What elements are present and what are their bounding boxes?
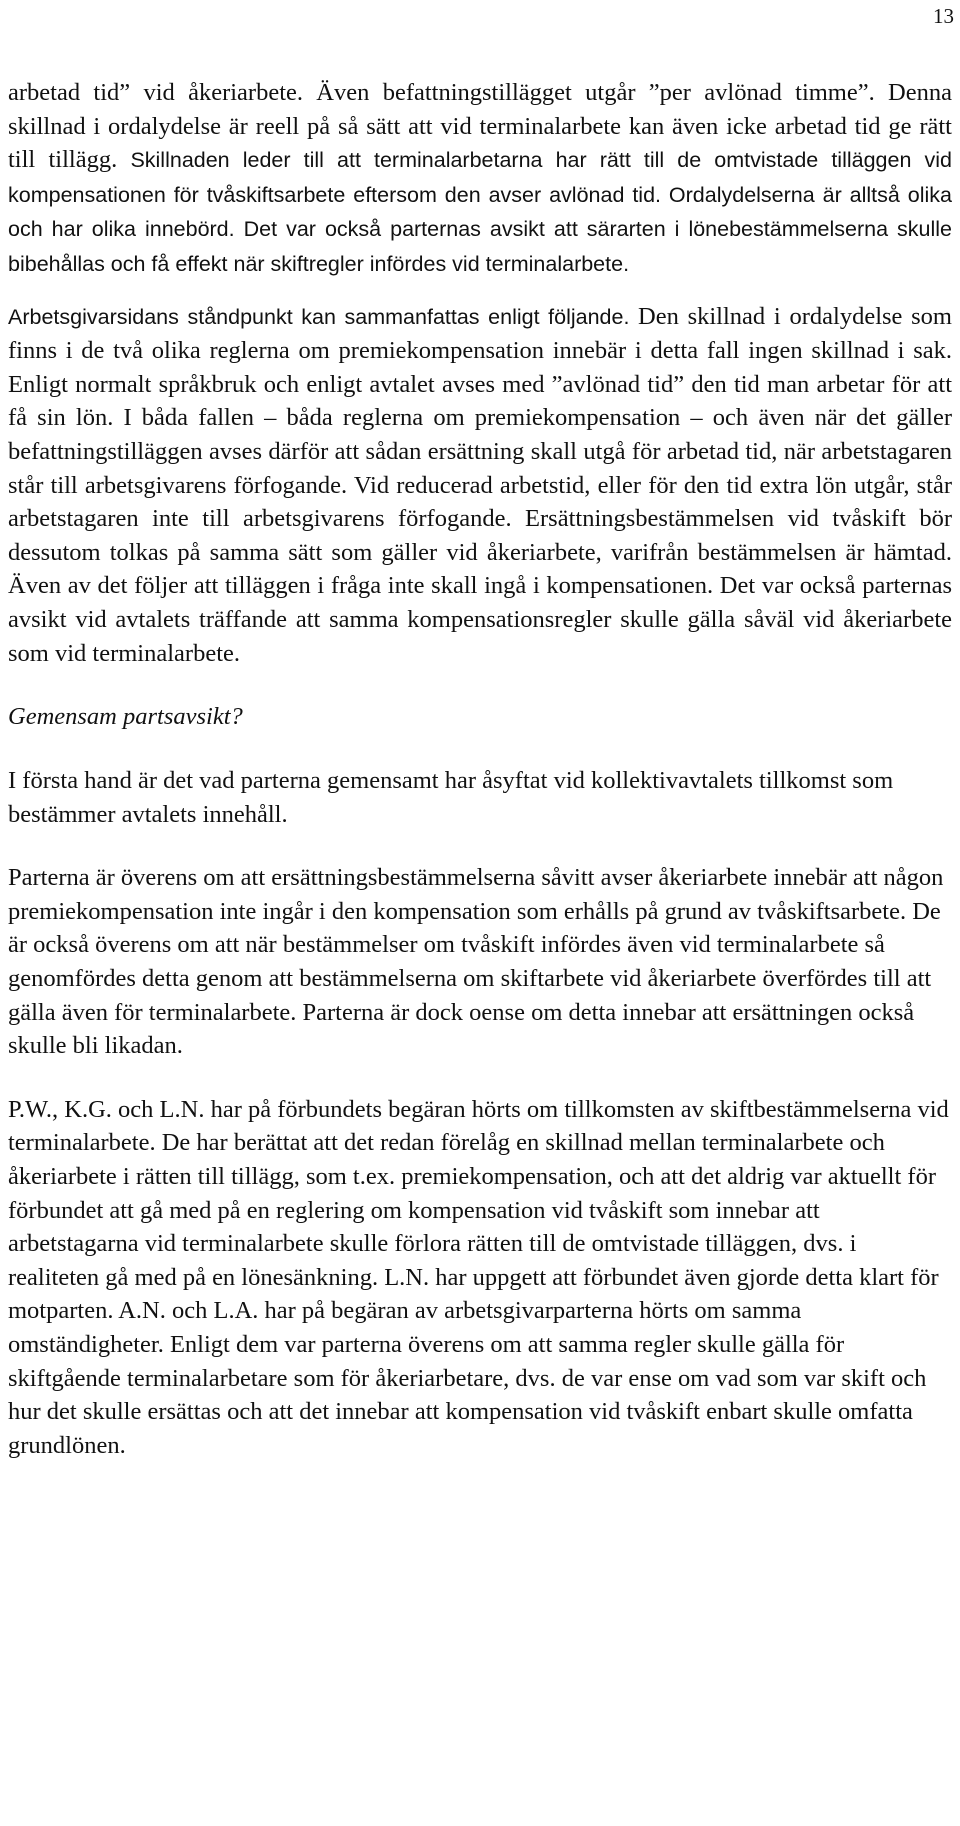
paragraph-1-part-1: arbetad tid” vid åkeriarbete. Även befattningstillägget utgår ”per avlönad timme”. Denna skillnad i ordalydelse är reell på så sätt att vid terminalarbete kan även icke arbetad tid ge rätt till tillägg. (8, 79, 952, 174)
page-number: 13 (933, 4, 954, 28)
document-body (8, 76, 952, 1462)
paragraph-2 (8, 300, 952, 671)
paragraph-1 (8, 76, 952, 282)
section-heading: Gemensam partsavsikt? (8, 703, 243, 731)
paragraph-5: P.W., K.G. och L.N. har på förbundets begäran hörts om tillkomsten av skiftbestämmelserna vid terminalarbete. De har berättat att det redan förelåg en skillnad mellan terminalarbete och åkeriarbete i rätten till tillägg, som t.ex. premiekompensation, och att det aldrig var aktuellt för förbundet att gå med på en reglering om kompensation vid tvåskift som innebar att arbetstagarna vid terminalarbete skulle förlora rätten till de omtvistade tilläggen, dvs. i realiteten gå med på en lönesänkning. L.N. har uppgett att förbundet även gjorde detta klart för motparten. A.N. och L.A. har på begäran av arbetsgivarparterna hörts om samma omständigheter. Enligt dem var parterna överens om att samma regler skulle gälla för skiftgående terminalarbetare som för åkeriarbetare, dvs. de var ense om vad som var skift och hur det skulle ersättas och att det innebar att kompensation vid tvåskift enbart skulle omfatta grundlönen. (8, 1095, 949, 1459)
paragraph-4: Parterna är överens om att ersättningsbestämmelserna såvitt avser åkeriarbete innebär att någon premiekompensation inte ingår i den kompensation som erhålls på grund av tvåskiftsarbete. De är också överens om att när bestämmelser om tvåskift infördes även vid terminalarbete så genomfördes detta genom att bestämmelserna om skiftarbete vid åkeriarbete överfördes till att gälla även för terminalarbete. Parterna är dock oense om detta innebar att ersättningen också skulle bli likadan. (8, 864, 944, 1060)
paragraph-1-part-2: Skillnaden leder till att terminalarbetarna har rätt till de omtvistade tilläggen vid kompensationen för tvåskiftsarbete eftersom den avser avlönad tid. Ordalydelserna är alltså olika och har olika innebörd. Det var också parternas avsikt att särarten i lönebestämmelserna skulle bibehållas och få effekt när skiftregler infördes vid terminalarbete. (8, 148, 952, 276)
paragraph-2-part-1: Arbetsgivarsidans ståndpunkt kan sammanfattas enligt följande. (8, 304, 639, 329)
paragraph-2-part-2: Den skillnad i ordalydelse som finns i de två olika reglerna om premiekompensation innebär i detta fall ingen skillnad i sak. Enligt normalt språkbruk och enligt avtalet avses med ”avlönad tid” den tid man arbetar för att få sin lön. I båda fallen – båda reglerna om premiekompensation – och även när det gäller befattningstilläggen avses därför att sådan ersättning skall utgå för arbetad tid, när arbetstagaren står till arbetsgivarens förfogande. Vid reducerad arbetstid, eller för den tid extra lön utgår, står arbetstagaren inte till arbetsgivarens förfogande. Ersättningsbestämmelsen vid tvåskift bör dessutom tolkas på samma sätt som gäller vid åkeriarbete, varifrån bestämmelsen är hämtad. Även av det följer att tilläggen i fråga inte skall ingå i kompensationen. Det var också parternas avsikt vid avtalets träffande att samma kompensationsregler skulle gälla såväl vid åkeriarbete som vid terminalarbete. (8, 302, 952, 667)
paragraph-3: I första hand är det vad parterna gemensamt har åsyftat vid kollektivavtalets tillkomst som bestämmer avtalets innehåll. (8, 767, 894, 828)
